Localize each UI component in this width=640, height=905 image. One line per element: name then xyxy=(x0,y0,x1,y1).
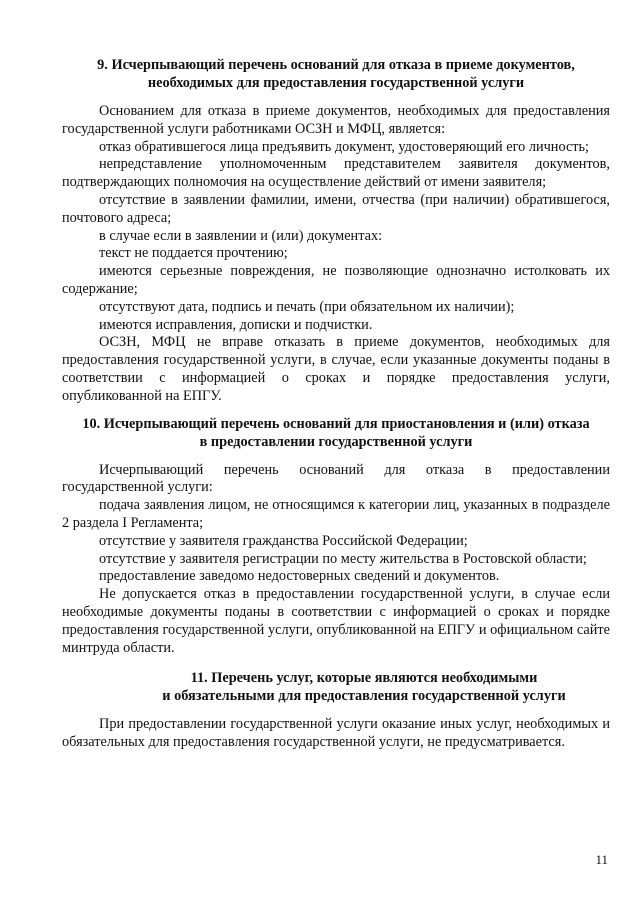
paragraph: отсутствие у заявителя гражданства Российской Федерации; xyxy=(99,532,468,549)
paragraph: Основанием для отказа в приеме документов, необходимых для предоставления государственной услуги работниками ОСЗН и МФЦ, является: xyxy=(62,103,610,137)
paragraph: отсутствуют дата, подпись и печать (при обязательном их наличии); xyxy=(99,298,515,315)
paragraph: отсутствие в заявлении фамилии, имени, отчества (при наличии) обратившегося, почтового адреса; xyxy=(62,191,610,226)
section-11-body xyxy=(62,716,610,752)
section-9 xyxy=(62,56,610,406)
section-11-heading xyxy=(62,669,610,705)
paragraph: непредставление уполномоченным представителем заявителя документов, подтверждающих полномочия на осуществление действий от имени заявителя; xyxy=(62,156,610,191)
paragraph: отсутствие у заявителя регистрации по месту жительства в Ростовской области; xyxy=(99,550,587,567)
paragraph: имеются исправления, дописки и подчистки. xyxy=(99,316,373,333)
section-10 xyxy=(62,415,610,658)
paragraph: Не допускается отказ в предоставлении государственной услуги, в случае если необходимые документы поданы в соответствии с информацией о сроках и порядке предоставления государственной услуги, опубликованной на ЕПГУ и официальном сайте минтруда области. xyxy=(62,586,610,656)
paragraph: имеются серьезные повреждения, не позволяющие однозначно истолковать их содержание; xyxy=(62,263,610,297)
paragraph: предоставление заведомо недостоверных сведений и документов. xyxy=(99,568,500,585)
page-content xyxy=(62,56,610,752)
paragraph: При предоставлении государственной услуги оказание иных услуг, необходимых и обязательных для предоставления государственной услуги, не предусматривается. xyxy=(62,716,610,751)
section-10-heading xyxy=(62,415,610,451)
paragraph: ОСЗН, МФЦ не вправе отказать в приеме документов, необходимых для предоставления государственной услуги, в случае, если указанные документы поданы в соответствии с информацией о сроках и порядке предоставления услуги, опубликованной на ЕПГУ. xyxy=(62,334,610,404)
section-9-heading xyxy=(62,56,610,92)
section-11 xyxy=(62,669,610,752)
paragraph: в случае если в заявлении и (или) документах: xyxy=(99,227,383,244)
heading-line: 9. Исчерпывающий перечень оснований для отказа в приеме документов, xyxy=(97,57,575,73)
paragraph: Исчерпывающий перечень оснований для отказа в предоставлении государственной услуги: xyxy=(62,461,610,496)
section-10-body xyxy=(62,462,610,658)
heading-line: необходимых для предоставления государственной услуги xyxy=(147,75,525,91)
paragraph: подача заявления лицом, не относящимся к категории лиц, указанных в подразделе 2 раздела I Регламента; xyxy=(62,497,610,531)
section-9-body xyxy=(62,103,610,406)
paragraph: текст не поддается прочтению; xyxy=(99,245,288,262)
heading-line: и обязательными для предоставления государственной услуги xyxy=(162,688,566,705)
heading-line: 10. Исчерпывающий перечень оснований для приостановления и (или) отказа xyxy=(82,415,590,432)
heading-line: в предоставлении государственной услуги xyxy=(199,433,473,450)
heading-line: 11. Перечень услуг, которые являются необходимыми xyxy=(190,670,538,687)
paragraph: отказ обратившегося лица предъявить документ, удостоверяющий его личность; xyxy=(99,138,590,155)
page-number: 11 xyxy=(595,852,608,867)
